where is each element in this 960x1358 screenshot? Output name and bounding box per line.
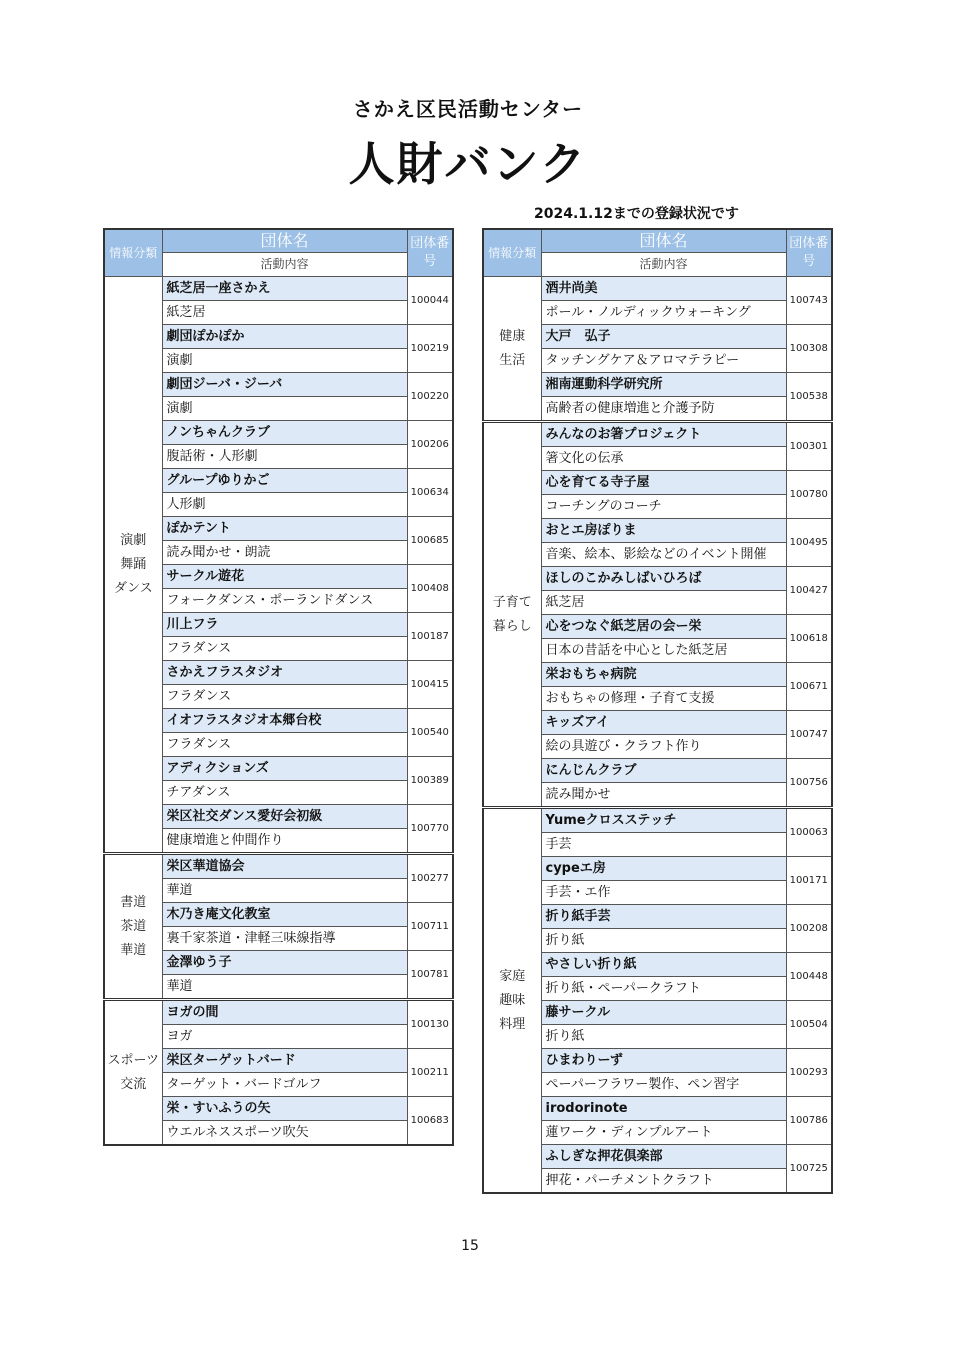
group-number: 100130	[407, 1000, 453, 1049]
group-activity: 腹話術・人形劇	[162, 445, 407, 469]
group-name: ノンちゃんクラブ	[162, 421, 407, 445]
page-title: 人財バンク	[348, 137, 588, 191]
group-name: 折り紙手芸	[541, 905, 786, 929]
group-activity: フラダンス	[162, 685, 407, 709]
group-activity: 押花・パーチメントクラフト	[541, 1169, 786, 1194]
group-activity: 読み聞かせ・朗読	[162, 541, 407, 565]
group-number: 100277	[407, 854, 453, 903]
group-activity: おもちゃの修理・子育て支援	[541, 687, 786, 711]
group-activity: フラダンス	[162, 733, 407, 757]
group-name: ひまわりーず	[541, 1049, 786, 1073]
group-activity: 手芸・エ作	[541, 881, 786, 905]
group-number: 100540	[407, 709, 453, 757]
group-name: にんじんクラブ	[541, 759, 786, 783]
group-number: 100685	[407, 517, 453, 565]
group-activity: 裏千家茶道・津軽三味線指導	[162, 927, 407, 951]
group-activity: ターゲット・バードゴルフ	[162, 1073, 407, 1097]
group-name: 紙芝居一座さかえ	[162, 277, 407, 301]
left-table-body	[104, 277, 453, 1146]
page-number: 15	[461, 1238, 479, 1254]
group-number: 100683	[407, 1097, 453, 1146]
group-number: 100618	[786, 615, 832, 663]
category-cell: 書道 茶道 華道	[104, 854, 162, 1000]
name-header: 団体名	[541, 229, 786, 253]
category-cell: 子育て 暮らし	[483, 422, 541, 808]
group-activity: チアダンス	[162, 781, 407, 805]
group-activity: 紙芝居	[162, 301, 407, 325]
group-name: サークル遊花	[162, 565, 407, 589]
group-number: 100187	[407, 613, 453, 661]
group-activity: 高齢者の健康増進と介護予防	[541, 397, 786, 422]
category-cell: 健康 生活	[483, 277, 541, 422]
group-name: 劇団ジーバ・ジーバ	[162, 373, 407, 397]
group-number: 100504	[786, 1001, 832, 1049]
group-number: 100747	[786, 711, 832, 759]
group-name: 心をつなぐ紙芝居の会ー栄	[541, 615, 786, 639]
group-number: 100211	[407, 1049, 453, 1097]
table-row	[483, 277, 832, 301]
table-row	[104, 277, 453, 301]
group-number: 100206	[407, 421, 453, 469]
category-cell: 家庭 趣味 料理	[483, 808, 541, 1194]
group-activity: 音楽、絵本、影絵などのイベント開催	[541, 543, 786, 567]
registration-status: 2024.1.12までの登録状況です	[534, 206, 739, 222]
group-name: ぽかテント	[162, 517, 407, 541]
category-cell: スポーツ 交流	[104, 1000, 162, 1146]
group-name: ふしぎな押花倶楽部	[541, 1145, 786, 1169]
group-name: 藤サークル	[541, 1001, 786, 1025]
group-number: 100786	[786, 1097, 832, 1145]
group-name: 劇団ぽかぽか	[162, 325, 407, 349]
group-name: 栄区社交ダンス愛好会初級	[162, 805, 407, 829]
table-row	[104, 854, 453, 879]
group-activity: 手芸	[541, 833, 786, 857]
table-row	[483, 808, 832, 833]
group-number: 100219	[407, 325, 453, 373]
group-activity: 演劇	[162, 397, 407, 421]
group-name: 栄・すいふうの矢	[162, 1097, 407, 1121]
group-number: 100308	[786, 325, 832, 373]
group-name: ほしのこかみしばいひろば	[541, 567, 786, 591]
group-name: イオフラスタジオ本郷台校	[162, 709, 407, 733]
group-activity: 華道	[162, 879, 407, 903]
group-activity: フォークダンス・ポーランドダンス	[162, 589, 407, 613]
group-name: 栄おもちゃ病院	[541, 663, 786, 687]
group-name: みんなのお箸プロジェクト	[541, 422, 786, 447]
group-number: 100301	[786, 422, 832, 471]
table-row	[104, 1000, 453, 1025]
group-number: 100293	[786, 1049, 832, 1097]
group-activity: 読み聞かせ	[541, 783, 786, 808]
left-table	[103, 228, 454, 1146]
group-name: cypeエ房	[541, 857, 786, 881]
group-number: 100389	[407, 757, 453, 805]
table-row	[483, 422, 832, 447]
group-activity: 日本の昔話を中心とした紙芝居	[541, 639, 786, 663]
group-name: 心を育てる寺子屋	[541, 471, 786, 495]
group-name: 川上フラ	[162, 613, 407, 637]
category-header: 情報分類	[483, 229, 541, 277]
category-cell: 演劇 舞踊 ダンス	[104, 277, 162, 854]
group-activity: 健康増進と仲間作り	[162, 829, 407, 854]
group-activity: 折り紙	[541, 1025, 786, 1049]
group-activity: 蓮ワーク・ディンプルアート	[541, 1121, 786, 1145]
group-number: 100208	[786, 905, 832, 953]
group-name: やさしい折り紙	[541, 953, 786, 977]
activity-header: 活動内容	[162, 253, 407, 277]
group-number: 100711	[407, 903, 453, 951]
group-number: 100743	[786, 277, 832, 325]
group-number: 100415	[407, 661, 453, 709]
group-name: 金澤ゆう子	[162, 951, 407, 975]
group-activity: 折り紙・ペーパークラフト	[541, 977, 786, 1001]
group-number: 100063	[786, 808, 832, 857]
right-table	[482, 228, 833, 1194]
number-header: 団体番号	[786, 229, 832, 277]
group-activity: ポール・ノルディックウォーキング	[541, 301, 786, 325]
group-name: 湘南運動科学研究所	[541, 373, 786, 397]
group-activity: ウエルネススポーツ吹矢	[162, 1121, 407, 1146]
group-name: 栄区華道協会	[162, 854, 407, 879]
group-activity: 折り紙	[541, 929, 786, 953]
category-header: 情報分類	[104, 229, 162, 277]
group-name: 大戸 弘子	[541, 325, 786, 349]
group-name: 木乃き庵文化教室	[162, 903, 407, 927]
group-activity: フラダンス	[162, 637, 407, 661]
group-name: おとエ房ぽりま	[541, 519, 786, 543]
group-activity: 絵の具遊び・クラフト作り	[541, 735, 786, 759]
group-number: 100044	[407, 277, 453, 325]
center-name: さかえ区民活動センター	[352, 97, 584, 121]
group-name: Yumeクロスステッチ	[541, 808, 786, 833]
group-activity: 箸文化の伝承	[541, 447, 786, 471]
group-name: キッズアイ	[541, 711, 786, 735]
activity-header: 活動内容	[541, 253, 786, 277]
group-activity: コーチングのコーチ	[541, 495, 786, 519]
group-name: irodorinote	[541, 1097, 786, 1121]
group-activity: タッチングケア＆アロマテラピー	[541, 349, 786, 373]
group-number: 100725	[786, 1145, 832, 1194]
group-name: 酒井尚美	[541, 277, 786, 301]
group-number: 100408	[407, 565, 453, 613]
group-name: さかえフラスタジオ	[162, 661, 407, 685]
group-name: グループゆりかご	[162, 469, 407, 493]
group-activity: 人形劇	[162, 493, 407, 517]
group-number: 100220	[407, 373, 453, 421]
group-number: 100770	[407, 805, 453, 854]
group-name: 栄区ターゲットバード	[162, 1049, 407, 1073]
group-activity: 紙芝居	[541, 591, 786, 615]
group-number: 100671	[786, 663, 832, 711]
group-activity: ヨガ	[162, 1025, 407, 1049]
group-number: 100634	[407, 469, 453, 517]
group-number: 100781	[407, 951, 453, 1000]
group-number: 100756	[786, 759, 832, 808]
group-name: ヨガの間	[162, 1000, 407, 1025]
group-activity: 華道	[162, 975, 407, 1000]
group-number: 100427	[786, 567, 832, 615]
group-activity: 演劇	[162, 349, 407, 373]
group-number: 100538	[786, 373, 832, 422]
group-activity: ペーパーフラワー製作、ペン習字	[541, 1073, 786, 1097]
right-table-body	[483, 277, 832, 1194]
group-number: 100780	[786, 471, 832, 519]
group-number: 100171	[786, 857, 832, 905]
group-number: 100448	[786, 953, 832, 1001]
number-header: 団体番号	[407, 229, 453, 277]
group-name: アディクションズ	[162, 757, 407, 781]
name-header: 団体名	[162, 229, 407, 253]
group-number: 100495	[786, 519, 832, 567]
